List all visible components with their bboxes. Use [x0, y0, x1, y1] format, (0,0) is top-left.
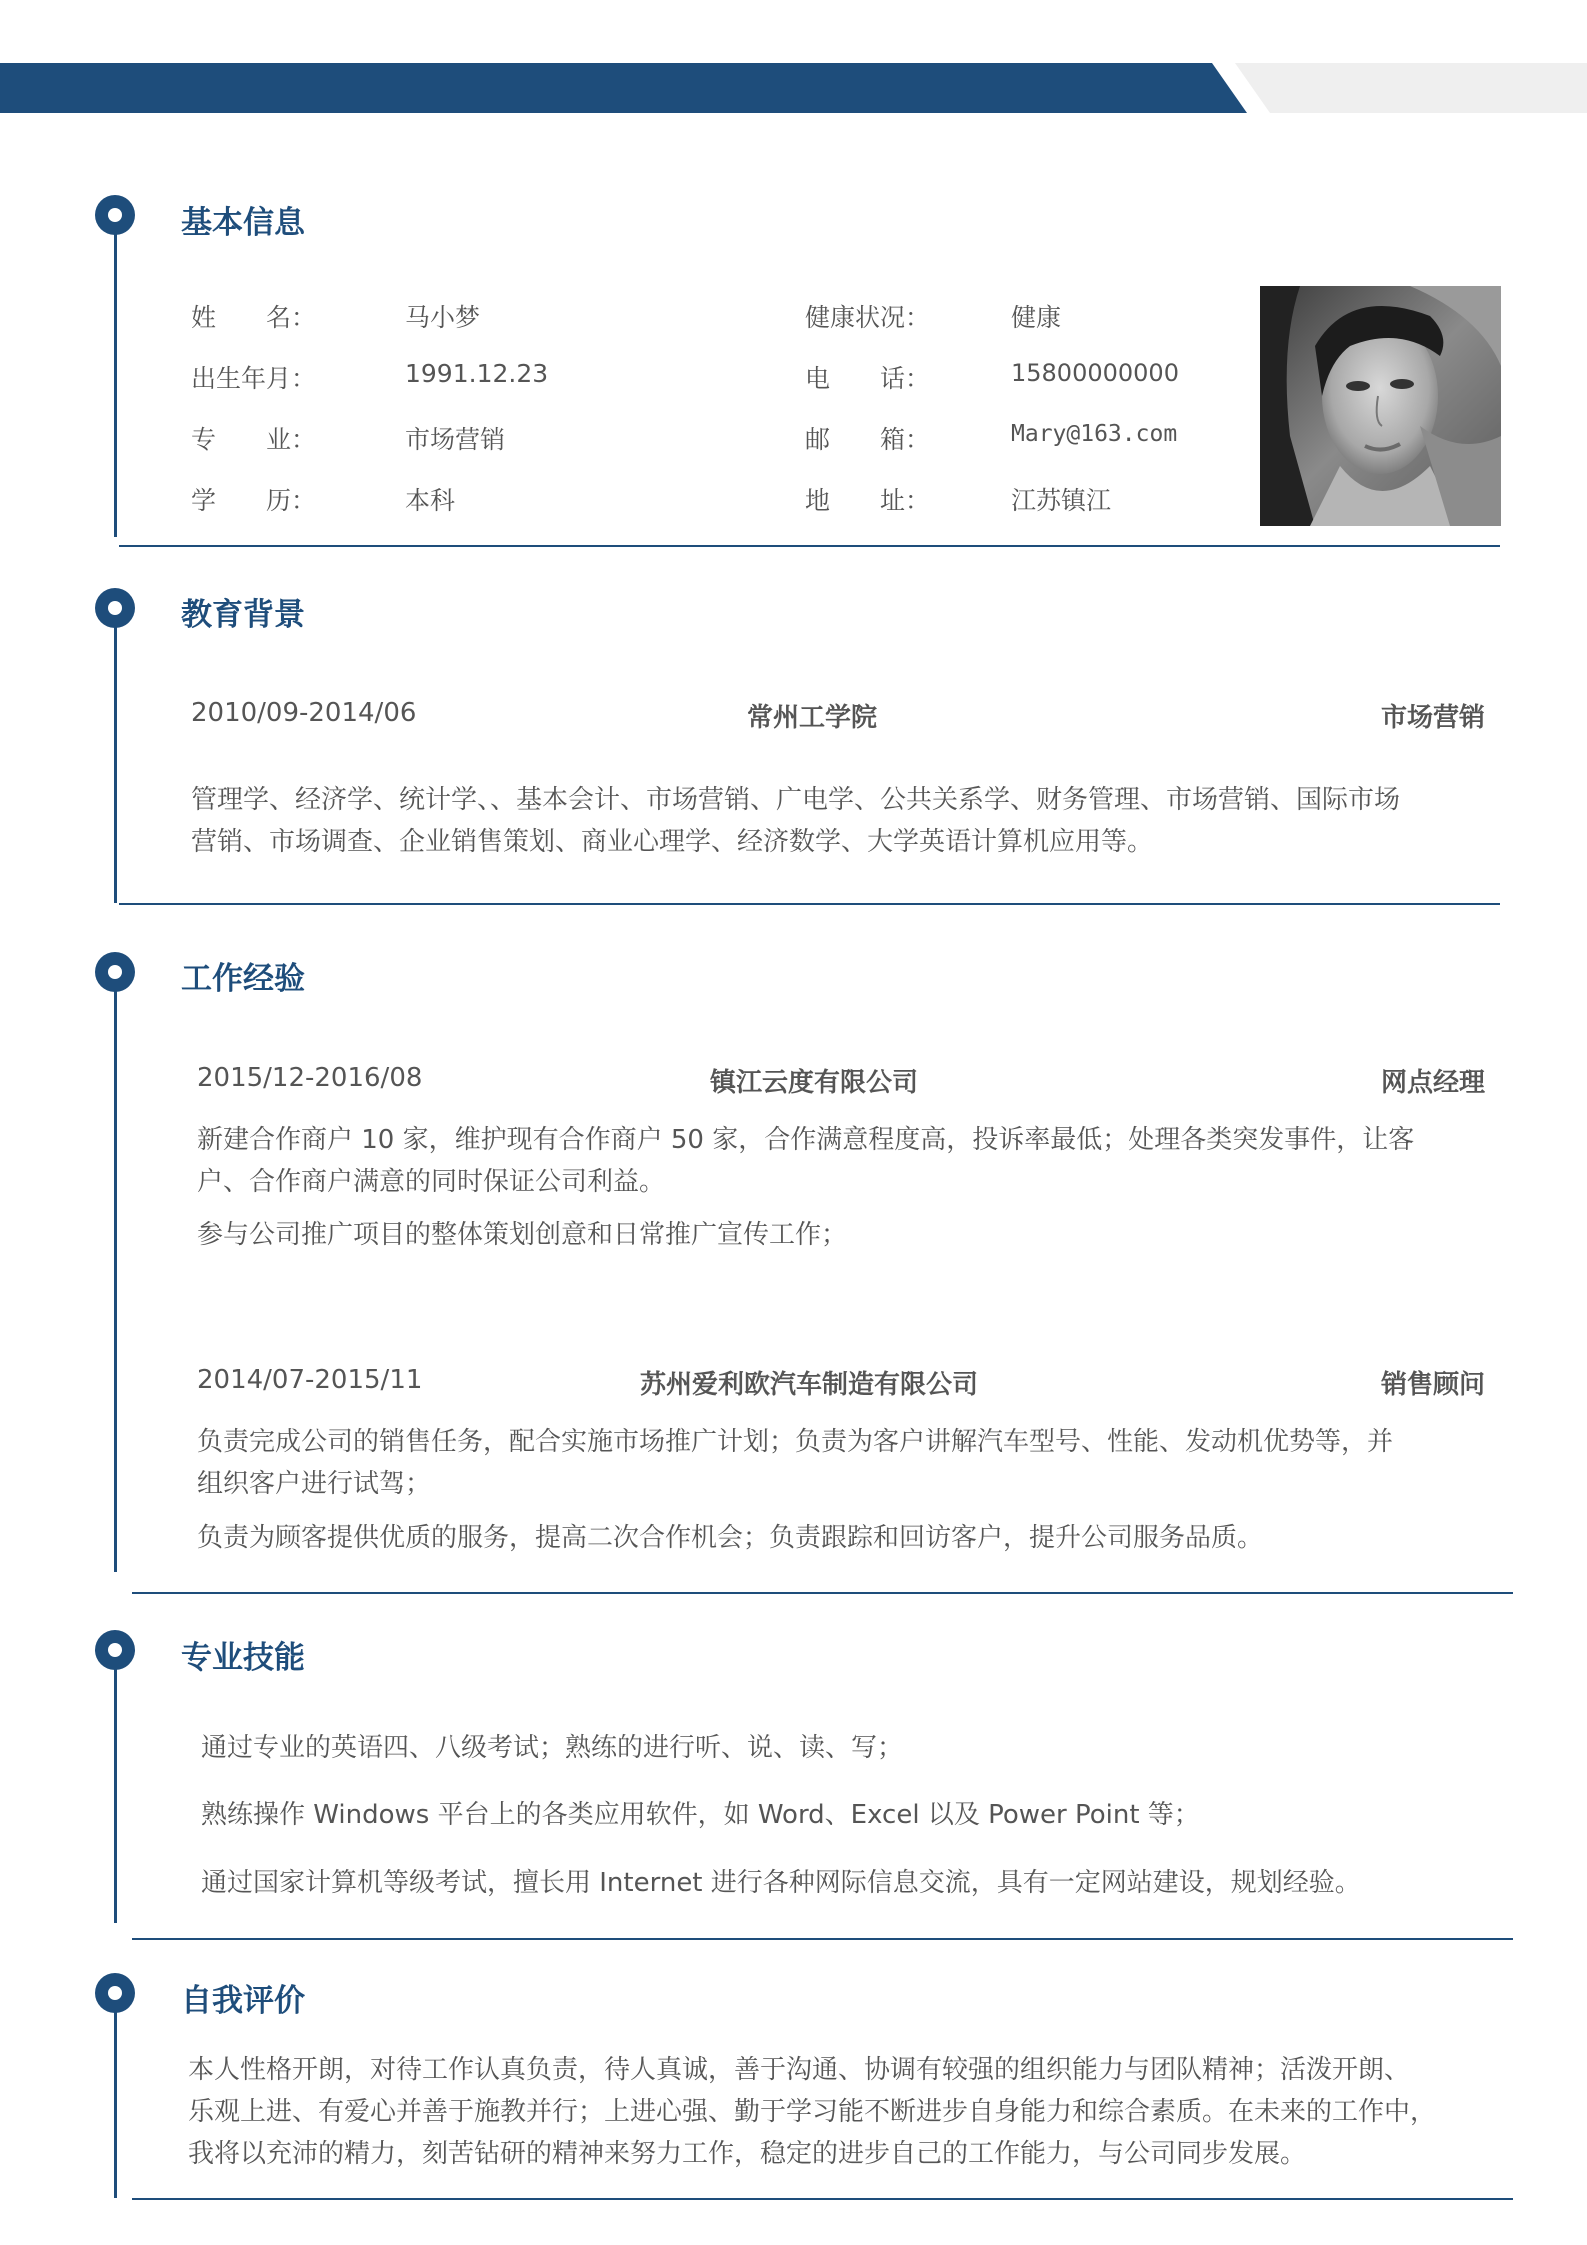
- address-label: 地 址：: [805, 486, 931, 515]
- section-title-education: 教育背景: [181, 597, 305, 633]
- section-dot-icon: [95, 1630, 135, 1670]
- health-label: 健康状况：: [805, 303, 931, 332]
- timeline-line: [114, 215, 117, 537]
- section-divider: [132, 1938, 1513, 1940]
- job-position: 销售顾问: [1380, 1370, 1485, 1400]
- email-label: 邮 箱：: [805, 425, 931, 454]
- section-divider: [119, 903, 1500, 905]
- address-value: 江苏镇江: [1011, 486, 1112, 515]
- self-evaluation: [188, 2049, 1528, 2175]
- timeline-line: [114, 1650, 117, 1923]
- job-description: [197, 1421, 1517, 1505]
- education-courses: [191, 779, 1511, 863]
- job-date: 2014/07-2015/11: [197, 1365, 423, 1395]
- courses-line: 管理学、经济学、统计学、、基本会计、市场营销、广电学、公共关系学、财务管理、市场营销、国际市场: [191, 785, 1401, 815]
- phone-value: 15800000000: [1011, 359, 1179, 387]
- self-line: 本人性格开朗，对待工作认真负责，待人真诚，善于沟通、协调有较强的组织能力与团队精神；活泼开朗、: [188, 2055, 1411, 2085]
- section-dot-icon: [95, 195, 135, 235]
- profile-photo: [1260, 286, 1501, 526]
- phone-label: 电 话：: [805, 364, 931, 393]
- section-title-basic: 基本信息: [181, 205, 305, 241]
- timeline-line: [114, 972, 117, 1572]
- education-major: 市场营销: [1380, 703, 1485, 733]
- major-label: 专 业：: [191, 425, 317, 454]
- education-school: 常州工学院: [747, 703, 878, 733]
- header-banner: [0, 63, 1247, 113]
- major-value: 市场营销: [405, 425, 506, 454]
- job-description-extra: 参与公司推广项目的整体策划创意和日常推广宣传工作；: [197, 1220, 848, 1250]
- section-title-work: 工作经验: [181, 961, 305, 997]
- education-value: 本科: [405, 486, 456, 515]
- job-line: 新建合作商户 10 家，维护现有合作商户 50 家，合作满意程度高，投诉率最低；处理各类突发事件，让客: [197, 1125, 1415, 1155]
- education-label: 学 历：: [191, 486, 317, 515]
- job-description: [197, 1119, 1517, 1203]
- job-description-extra: 负责为顾客提供优质的服务，提高二次合作机会；负责跟踪和回访客户，提升公司服务品质。: [197, 1523, 1264, 1553]
- name-label: 姓 名：: [191, 303, 317, 332]
- section-title-self: 自我评价: [181, 1983, 305, 2019]
- section-title-skills: 专业技能: [181, 1640, 305, 1676]
- section-divider: [132, 1592, 1513, 1594]
- timeline-line: [114, 608, 117, 903]
- section-divider: [132, 2198, 1513, 2200]
- header-banner-accent: [1235, 63, 1587, 113]
- birth-label: 出生年月：: [191, 364, 317, 393]
- job-line: 组织客户进行试驾；: [197, 1469, 432, 1499]
- section-dot-icon: [95, 952, 135, 992]
- job-company: 镇江云度有限公司: [710, 1068, 919, 1098]
- timeline-line: [114, 1993, 117, 2198]
- skill-item: 熟练操作 Windows 平台上的各类应用软件，如 Word、Excel 以及 Power Point 等；: [201, 1800, 1200, 1830]
- self-line: 乐观上进、有爱心并善于施教并行；上进心强、勤于学习能不断进步自身能力和综合素质。在未来的工作中，: [188, 2097, 1437, 2127]
- health-value: 健康: [1011, 303, 1062, 332]
- skill-item: 通过国家计算机等级考试，擅长用 Internet 进行各种网际信息交流，具有一定网站建设，规划经验。: [201, 1868, 1361, 1898]
- job-company: 苏州爱利欧汽车制造有限公司: [640, 1370, 979, 1400]
- job-line: 户、合作商户满意的同时保证公司利益。: [197, 1167, 666, 1197]
- section-dot-icon: [95, 588, 135, 628]
- self-line: 我将以充沛的精力，刻苦钻研的精神来努力工作，稳定的进步自己的工作能力，与公司同步发展。: [188, 2139, 1307, 2169]
- skill-item: 通过专业的英语四、八级考试；熟练的进行听、说、读、写；: [201, 1733, 904, 1763]
- birth-value: 1991.12.23: [405, 359, 549, 388]
- education-date: 2010/09-2014/06: [191, 698, 417, 728]
- job-date: 2015/12-2016/08: [197, 1063, 423, 1093]
- email-value: Mary@163.com: [1011, 421, 1178, 447]
- section-divider: [119, 545, 1500, 547]
- job-line: 负责完成公司的销售任务，配合实施市场推广计划；负责为客户讲解汽车型号、性能、发动机优势等，并: [197, 1427, 1394, 1457]
- section-dot-icon: [95, 1973, 135, 2013]
- courses-line: 营销、市场调查、企业销售策划、商业心理学、经济数学、大学英语计算机应用等。: [191, 827, 1154, 857]
- name-value: 马小梦: [405, 303, 481, 332]
- job-position: 网点经理: [1380, 1068, 1485, 1098]
